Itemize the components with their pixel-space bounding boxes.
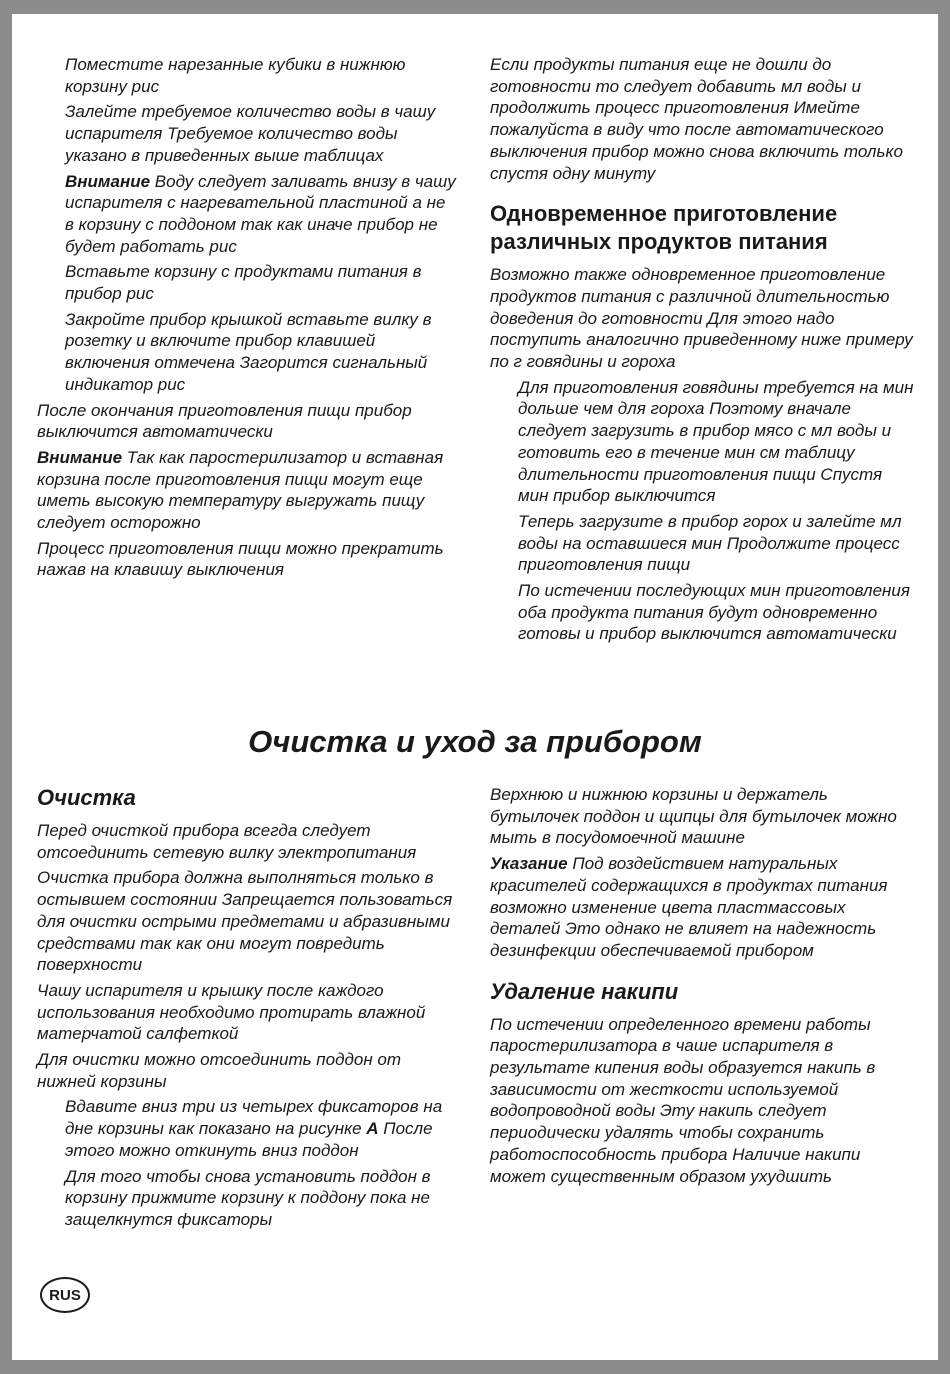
section-heading: Очистка [37, 785, 136, 810]
step-paragraph: Для приготовления говядины требуется на мин дольше чем для гороха Поэтому вначале следует загрузить в прибор мясо с мл воды и готовить его в течение мин см таблицу длительности приготовления пищи Спустя мин прибор выключится [518, 377, 914, 506]
step-paragraph: Залейте требуемое количество воды в чашу испарителя Требуемое количество воды указано в приведенных выше таблицах [65, 102, 436, 165]
step-paragraph: Теперь загрузите в прибор горох и залейте мл воды на оставшиеся мин Продолжите процесс приготовления пищи [518, 511, 902, 575]
page-title: Очистка и уход за прибором [248, 724, 702, 759]
step-paragraph: Вставьте корзину с продуктами питания в прибор рис [65, 262, 422, 304]
warning-paragraph: Внимание Воду следует заливать внизу в чашу испарителя с нагревательной пластиной а не в корзину с поддоном так как иначе прибор не будет работать рис [65, 171, 456, 256]
body-paragraph: Возможно также одновременное приготовление продуктов питания с различной длительностью доведения до готовности Для этого надо поступить аналогично приведенному ниже примеру по г говядины и гороха [490, 265, 913, 372]
step-paragraph: По истечении последующих мин приготовления оба продукта питания будут одновременно готовы и прибор выключится автоматически [518, 581, 910, 644]
warning-paragraph: Внимание Так как паростерилизатор и вставная корзина после приготовления пищи могут еще иметь высокую температуру выгружать пищу следует осторожно [37, 447, 444, 533]
body-paragraph: По истечении определенного времени работы паростерилизатора в чаше испарителя в результате кипения воды образуется накипь в зависимости от жесткости используемой водопроводной воды Эту накипь следует периодически удалять чтобы сохранить работоспособность прибора Наличие накипи может существенным образом ухудшить [490, 1014, 876, 1186]
step-paragraph: Вдавите вниз три из четырех фиксаторов на дне корзины как показано на рисунке A После этого можно откинуть вниз поддон [65, 1097, 443, 1160]
body-paragraph: Верхнюю и нижнюю корзины и держатель бутылочек поддон и щипцы для бутылочек можно мыть в посудомоечной машине [490, 785, 897, 848]
bottom-left-column [37, 784, 457, 1235]
body-paragraph: Для очистки можно отсоединить поддон от нижней корзины [37, 1050, 402, 1091]
manual-page [12, 14, 938, 1360]
language-badge: RUS [40, 1277, 90, 1313]
body-paragraph: После окончания приготовления пищи прибор выключится автоматически [37, 400, 412, 442]
body-paragraph: Процесс приготовления пищи можно прекратить нажав на клавишу выключения [37, 538, 444, 580]
section-heading: Удаление накипи [490, 978, 679, 1004]
top-left-column [37, 54, 457, 585]
step-paragraph: Поместите нарезанные кубики в нижнюю корзину рис [65, 55, 406, 96]
step-paragraph: Закройте прибор крышкой вставьте вилку в розетку и включите прибор клавишей включения отмечена Загорится сигнальный индикатор рис [65, 309, 432, 394]
top-right-column [490, 54, 915, 649]
note-paragraph: Указание Под воздействием натуральных красителей содержащихся в продуктах питания возможно изменение цвета пластмассовых деталей Это однако не влияет на надежность дезинфекции обеспечиваемой прибором [490, 854, 888, 960]
body-paragraph: Чашу испарителя и крышку после каждого использования необходимо протирать влажной матерчатой салфеткой [37, 980, 426, 1044]
body-paragraph: Если продукты питания еще не дошли до готовности то следует добавить мл воды и продолжить процесс приготовления Имейте пожалуйста в виду что после автоматического выключения прибор можно снова включить только спустя одну минуту [490, 55, 903, 183]
step-paragraph: Для того чтобы снова установить поддон в корзину прижмите корзину к поддону пока не защелкнутся фиксаторы [65, 1166, 431, 1229]
body-paragraph: Перед очисткой прибора всегда следует отсоединить сетевую вилку электропитания [37, 821, 417, 862]
section-heading: Одновременное приготовление различных продуктов питания [490, 201, 838, 255]
bottom-right-column [490, 784, 915, 1191]
body-paragraph: Очистка прибора должна выполняться только в остывшем состоянии Запрещается пользоваться для очистки острыми предметами и абразивными средствами так как они могут повредить поверхности [37, 868, 453, 975]
